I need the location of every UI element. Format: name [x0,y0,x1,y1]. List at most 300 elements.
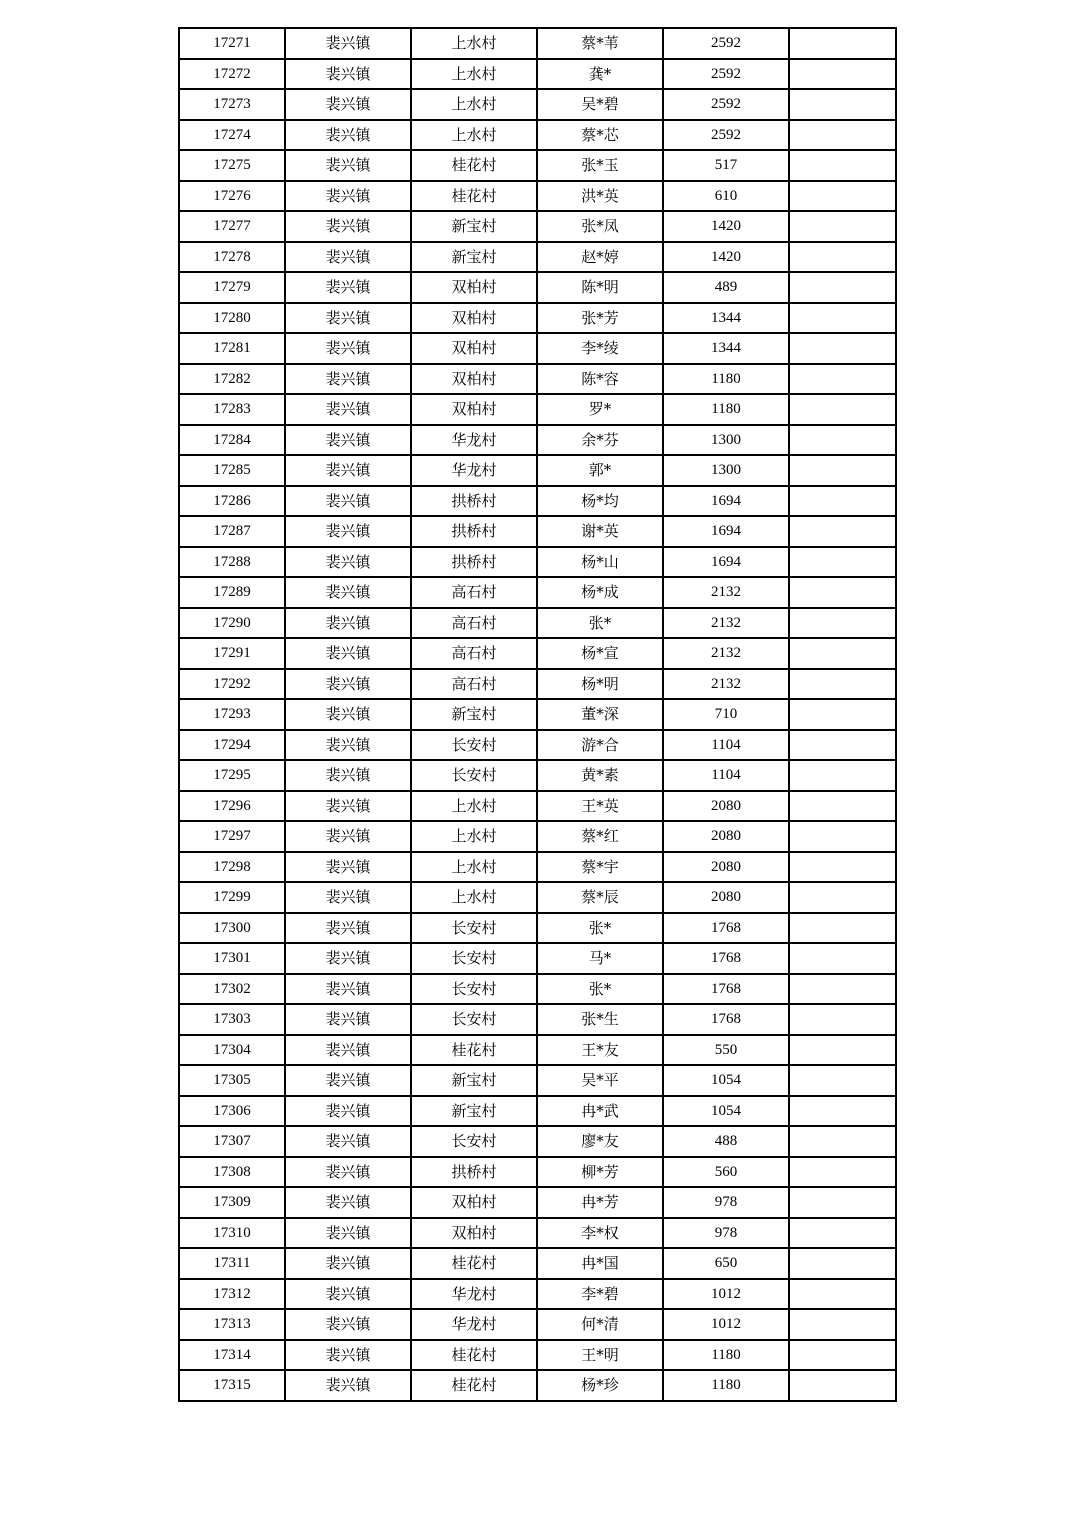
table-row [179,272,896,303]
remark-cell [789,638,896,669]
serial-cell: 17309 [179,1187,285,1218]
name-cell: 张* [537,608,663,639]
name-cell: 蔡*红 [537,821,663,852]
village-cell: 桂花村 [411,1035,537,1066]
village-cell: 长安村 [411,1004,537,1035]
village-cell: 上水村 [411,120,537,151]
amount-cell: 978 [663,1218,789,1249]
remark-cell [789,364,896,395]
serial-cell: 17280 [179,303,285,334]
table-row [179,181,896,212]
remark-cell [789,669,896,700]
table-row [179,394,896,425]
amount-cell: 2080 [663,821,789,852]
village-cell: 上水村 [411,882,537,913]
amount-cell: 1180 [663,1370,789,1401]
serial-cell: 17303 [179,1004,285,1035]
table-row [179,1309,896,1340]
amount-cell: 710 [663,699,789,730]
amount-cell: 550 [663,1035,789,1066]
table-row [179,28,896,59]
town-cell: 裴兴镇 [285,1065,411,1096]
remark-cell [789,699,896,730]
town-cell: 裴兴镇 [285,669,411,700]
serial-cell: 17297 [179,821,285,852]
village-cell: 上水村 [411,791,537,822]
remark-cell [789,211,896,242]
serial-cell: 17311 [179,1248,285,1279]
town-cell: 裴兴镇 [285,1157,411,1188]
remark-cell [789,486,896,517]
serial-cell: 17305 [179,1065,285,1096]
serial-cell: 17310 [179,1218,285,1249]
table-row [179,1187,896,1218]
table-row [179,760,896,791]
serial-cell: 17289 [179,577,285,608]
village-cell: 桂花村 [411,1370,537,1401]
name-cell: 罗* [537,394,663,425]
serial-cell: 17285 [179,455,285,486]
amount-cell: 1054 [663,1096,789,1127]
serial-cell: 17271 [179,28,285,59]
town-cell: 裴兴镇 [285,1004,411,1035]
table-row [179,150,896,181]
remark-cell [789,1279,896,1310]
village-cell: 桂花村 [411,1340,537,1371]
serial-cell: 17315 [179,1370,285,1401]
town-cell: 裴兴镇 [285,1279,411,1310]
town-cell: 裴兴镇 [285,89,411,120]
amount-cell: 1420 [663,211,789,242]
name-cell: 李*碧 [537,1279,663,1310]
town-cell: 裴兴镇 [285,882,411,913]
town-cell: 裴兴镇 [285,1096,411,1127]
serial-cell: 17272 [179,59,285,90]
town-cell: 裴兴镇 [285,791,411,822]
table-row [179,974,896,1005]
village-cell: 双柏村 [411,272,537,303]
village-cell: 长安村 [411,730,537,761]
amount-cell: 2132 [663,669,789,700]
village-cell: 新宝村 [411,1096,537,1127]
table-row [179,89,896,120]
amount-cell: 650 [663,1248,789,1279]
remark-cell [789,1309,896,1340]
name-cell: 杨*均 [537,486,663,517]
serial-cell: 17274 [179,120,285,151]
village-cell: 双柏村 [411,1218,537,1249]
amount-cell: 610 [663,181,789,212]
table-row [179,120,896,151]
name-cell: 王*明 [537,1340,663,1371]
amount-cell: 2080 [663,852,789,883]
amount-cell: 1694 [663,516,789,547]
village-cell: 长安村 [411,1126,537,1157]
remark-cell [789,577,896,608]
serial-cell: 17292 [179,669,285,700]
town-cell: 裴兴镇 [285,730,411,761]
table-row [179,303,896,334]
serial-cell: 17276 [179,181,285,212]
serial-cell: 17302 [179,974,285,1005]
village-cell: 华龙村 [411,425,537,456]
town-cell: 裴兴镇 [285,364,411,395]
name-cell: 柳*芳 [537,1157,663,1188]
serial-cell: 17306 [179,1096,285,1127]
town-cell: 裴兴镇 [285,303,411,334]
remark-cell [789,882,896,913]
village-cell: 高石村 [411,608,537,639]
town-cell: 裴兴镇 [285,1218,411,1249]
remark-cell [789,181,896,212]
town-cell: 裴兴镇 [285,1187,411,1218]
amount-cell: 2592 [663,59,789,90]
village-cell: 高石村 [411,669,537,700]
town-cell: 裴兴镇 [285,394,411,425]
amount-cell: 1344 [663,303,789,334]
name-cell: 王*英 [537,791,663,822]
table-row [179,852,896,883]
town-cell: 裴兴镇 [285,1309,411,1340]
name-cell: 廖*友 [537,1126,663,1157]
table-row [179,242,896,273]
town-cell: 裴兴镇 [285,1248,411,1279]
name-cell: 蔡*芯 [537,120,663,151]
village-cell: 上水村 [411,59,537,90]
name-cell: 陈*容 [537,364,663,395]
name-cell: 黄*素 [537,760,663,791]
amount-cell: 1180 [663,364,789,395]
remark-cell [789,425,896,456]
remark-cell [789,455,896,486]
name-cell: 张*生 [537,1004,663,1035]
table-row [179,730,896,761]
name-cell: 龚* [537,59,663,90]
name-cell: 杨*山 [537,547,663,578]
amount-cell: 1768 [663,1004,789,1035]
name-cell: 李*绫 [537,333,663,364]
village-cell: 高石村 [411,577,537,608]
amount-cell: 1300 [663,455,789,486]
table-row [179,699,896,730]
town-cell: 裴兴镇 [285,913,411,944]
table-row [179,1218,896,1249]
amount-cell: 488 [663,1126,789,1157]
amount-cell: 1012 [663,1309,789,1340]
name-cell: 张*芳 [537,303,663,334]
village-cell: 长安村 [411,913,537,944]
serial-cell: 17288 [179,547,285,578]
remark-cell [789,120,896,151]
town-cell: 裴兴镇 [285,242,411,273]
serial-cell: 17313 [179,1309,285,1340]
remark-cell [789,608,896,639]
table-row [179,211,896,242]
serial-cell: 17283 [179,394,285,425]
town-cell: 裴兴镇 [285,272,411,303]
serial-cell: 17304 [179,1035,285,1066]
name-cell: 杨*珍 [537,1370,663,1401]
town-cell: 裴兴镇 [285,1035,411,1066]
village-cell: 华龙村 [411,1309,537,1340]
name-cell: 陈*明 [537,272,663,303]
serial-cell: 17299 [179,882,285,913]
name-cell: 冉*武 [537,1096,663,1127]
amount-cell: 1420 [663,242,789,273]
amount-cell: 978 [663,1187,789,1218]
name-cell: 冉*国 [537,1248,663,1279]
remark-cell [789,821,896,852]
town-cell: 裴兴镇 [285,425,411,456]
serial-cell: 17293 [179,699,285,730]
village-cell: 长安村 [411,760,537,791]
table-row [179,577,896,608]
remark-cell [789,1035,896,1066]
remark-cell [789,547,896,578]
amount-cell: 1344 [663,333,789,364]
remark-cell [789,1065,896,1096]
amount-cell: 1768 [663,943,789,974]
name-cell: 王*友 [537,1035,663,1066]
amount-cell: 489 [663,272,789,303]
name-cell: 蔡*宇 [537,852,663,883]
name-cell: 张*玉 [537,150,663,181]
remark-cell [789,1157,896,1188]
village-cell: 上水村 [411,852,537,883]
amount-cell: 2132 [663,638,789,669]
name-cell: 吴*碧 [537,89,663,120]
table-row [179,1248,896,1279]
serial-cell: 17287 [179,516,285,547]
name-cell: 何*清 [537,1309,663,1340]
town-cell: 裴兴镇 [285,821,411,852]
table-row [179,425,896,456]
table-row [179,455,896,486]
table-row [179,791,896,822]
town-cell: 裴兴镇 [285,516,411,547]
table-row [179,1279,896,1310]
village-cell: 拱桥村 [411,516,537,547]
remark-cell [789,943,896,974]
amount-cell: 2132 [663,608,789,639]
table-row [179,1157,896,1188]
village-cell: 双柏村 [411,1187,537,1218]
remark-cell [789,516,896,547]
town-cell: 裴兴镇 [285,760,411,791]
serial-cell: 17275 [179,150,285,181]
table-row [179,1065,896,1096]
town-cell: 裴兴镇 [285,638,411,669]
village-cell: 华龙村 [411,455,537,486]
town-cell: 裴兴镇 [285,333,411,364]
table-row [179,608,896,639]
remark-cell [789,333,896,364]
table-row [179,1370,896,1401]
amount-cell: 2132 [663,577,789,608]
town-cell: 裴兴镇 [285,59,411,90]
village-cell: 双柏村 [411,394,537,425]
name-cell: 杨*成 [537,577,663,608]
village-cell: 双柏村 [411,333,537,364]
amount-cell: 560 [663,1157,789,1188]
table-row [179,59,896,90]
table-row [179,882,896,913]
name-cell: 游*合 [537,730,663,761]
remark-cell [789,28,896,59]
village-cell: 华龙村 [411,1279,537,1310]
serial-cell: 17279 [179,272,285,303]
amount-cell: 1768 [663,913,789,944]
village-cell: 拱桥村 [411,1157,537,1188]
town-cell: 裴兴镇 [285,699,411,730]
town-cell: 裴兴镇 [285,486,411,517]
roster-table [178,27,897,1402]
serial-cell: 17314 [179,1340,285,1371]
table-row [179,547,896,578]
village-cell: 双柏村 [411,364,537,395]
serial-cell: 17307 [179,1126,285,1157]
name-cell: 马* [537,943,663,974]
table-row [179,1096,896,1127]
town-cell: 裴兴镇 [285,974,411,1005]
amount-cell: 2080 [663,791,789,822]
serial-cell: 17291 [179,638,285,669]
name-cell: 吴*平 [537,1065,663,1096]
remark-cell [789,272,896,303]
amount-cell: 1012 [663,1279,789,1310]
town-cell: 裴兴镇 [285,455,411,486]
village-cell: 高石村 [411,638,537,669]
town-cell: 裴兴镇 [285,577,411,608]
remark-cell [789,1218,896,1249]
town-cell: 裴兴镇 [285,943,411,974]
name-cell: 余*芬 [537,425,663,456]
table-row [179,669,896,700]
table-row [179,1340,896,1371]
table-row [179,333,896,364]
village-cell: 长安村 [411,974,537,1005]
amount-cell: 2592 [663,28,789,59]
town-cell: 裴兴镇 [285,181,411,212]
village-cell: 拱桥村 [411,486,537,517]
remark-cell [789,303,896,334]
remark-cell [789,1004,896,1035]
table-row [179,1035,896,1066]
serial-cell: 17294 [179,730,285,761]
name-cell: 蔡*苇 [537,28,663,59]
village-cell: 桂花村 [411,181,537,212]
serial-cell: 17277 [179,211,285,242]
serial-cell: 17308 [179,1157,285,1188]
table-row [179,913,896,944]
serial-cell: 17281 [179,333,285,364]
remark-cell [789,242,896,273]
remark-cell [789,1248,896,1279]
town-cell: 裴兴镇 [285,1126,411,1157]
remark-cell [789,791,896,822]
name-cell: 赵*婷 [537,242,663,273]
village-cell: 新宝村 [411,211,537,242]
village-cell: 拱桥村 [411,547,537,578]
name-cell: 张* [537,913,663,944]
amount-cell: 1694 [663,547,789,578]
remark-cell [789,852,896,883]
remark-cell [789,1096,896,1127]
amount-cell: 1694 [663,486,789,517]
village-cell: 上水村 [411,89,537,120]
town-cell: 裴兴镇 [285,1370,411,1401]
town-cell: 裴兴镇 [285,852,411,883]
village-cell: 双柏村 [411,303,537,334]
serial-cell: 17282 [179,364,285,395]
name-cell: 董*深 [537,699,663,730]
village-cell: 新宝村 [411,1065,537,1096]
table-row [179,364,896,395]
serial-cell: 17301 [179,943,285,974]
amount-cell: 1104 [663,760,789,791]
serial-cell: 17273 [179,89,285,120]
table-row [179,943,896,974]
town-cell: 裴兴镇 [285,211,411,242]
remark-cell [789,1370,896,1401]
remark-cell [789,394,896,425]
name-cell: 张* [537,974,663,1005]
name-cell: 张*凤 [537,211,663,242]
remark-cell [789,150,896,181]
village-cell: 长安村 [411,943,537,974]
amount-cell: 517 [663,150,789,181]
amount-cell: 1104 [663,730,789,761]
town-cell: 裴兴镇 [285,150,411,181]
town-cell: 裴兴镇 [285,547,411,578]
town-cell: 裴兴镇 [285,120,411,151]
amount-cell: 1180 [663,394,789,425]
amount-cell: 1180 [663,1340,789,1371]
remark-cell [789,974,896,1005]
amount-cell: 1300 [663,425,789,456]
name-cell: 杨*宣 [537,638,663,669]
remark-cell [789,760,896,791]
town-cell: 裴兴镇 [285,1340,411,1371]
table-row [179,638,896,669]
remark-cell [789,1340,896,1371]
name-cell: 李*权 [537,1218,663,1249]
remark-cell [789,730,896,761]
name-cell: 杨*明 [537,669,663,700]
table-row [179,486,896,517]
remark-cell [789,1126,896,1157]
village-cell: 上水村 [411,28,537,59]
town-cell: 裴兴镇 [285,608,411,639]
village-cell: 桂花村 [411,150,537,181]
village-cell: 新宝村 [411,699,537,730]
serial-cell: 17290 [179,608,285,639]
serial-cell: 17312 [179,1279,285,1310]
village-cell: 新宝村 [411,242,537,273]
village-cell: 上水村 [411,821,537,852]
table-row [179,821,896,852]
amount-cell: 2080 [663,882,789,913]
serial-cell: 17300 [179,913,285,944]
remark-cell [789,1187,896,1218]
name-cell: 蔡*辰 [537,882,663,913]
table-row [179,1004,896,1035]
name-cell: 谢*英 [537,516,663,547]
remark-cell [789,89,896,120]
serial-cell: 17286 [179,486,285,517]
serial-cell: 17295 [179,760,285,791]
amount-cell: 2592 [663,120,789,151]
